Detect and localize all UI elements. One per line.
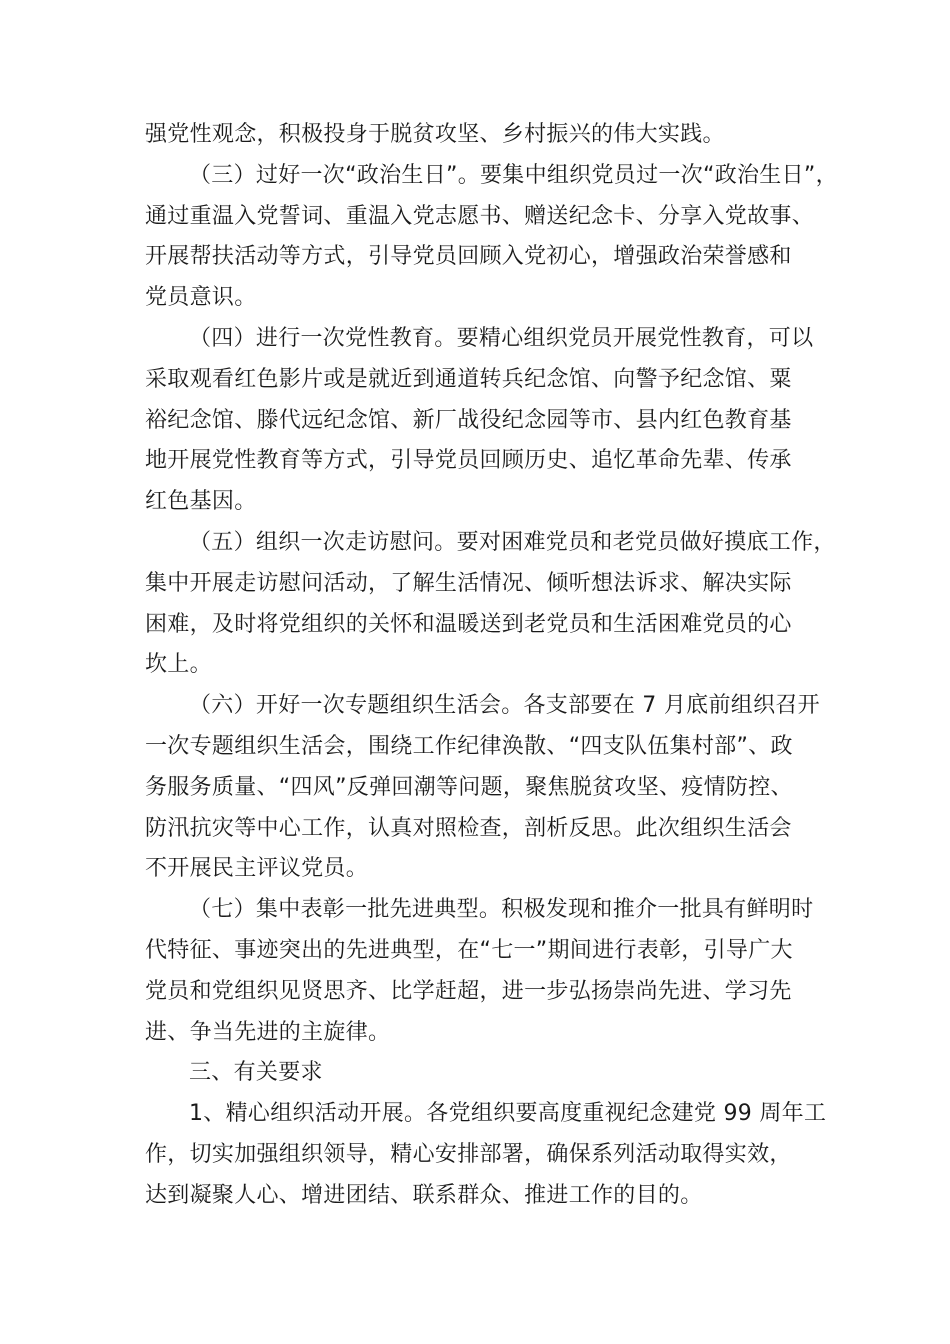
text-line: 集中开展走访慰问活动，了解生活情况、倾听想法诉求、解决实际: [145, 570, 792, 596]
text-line: 地开展党性教育等方式，引导党员回顾历史、追忆革命先辈、传承: [145, 448, 792, 474]
text-line: 党员意识。: [145, 285, 257, 311]
text-line: 一次专题组织生活会，围绕工作纪律涣散、“四支队伍集村部”、政: [145, 733, 793, 759]
text-line: 进、争当先进的主旋律。: [145, 1019, 391, 1045]
text-line: 1、精心组织活动开展。各党组织要高度重视纪念建党 99 周年工: [189, 1101, 827, 1127]
text-line: 党员和党组织见贤思齐、比学赶超，进一步弘扬崇尚先进、学习先: [145, 978, 792, 1004]
text-line: （六）开好一次专题组织生活会。各支部要在 7 月底前组织召开: [189, 693, 820, 719]
document-page: [145, 115, 838, 1217]
text-line: （四）进行一次党性教育。要精心组织党员开展党性教育，可以: [189, 325, 814, 351]
text-line: 务服务质量、“四风”反弹回潮等问题，聚焦脱贫攻坚、疫情防控、: [145, 774, 793, 800]
text-line: 代特征、事迹突出的先进典型，在“七一”期间进行表彰，引导广大: [145, 937, 793, 963]
text-line: 困难，及时将党组织的关怀和温暖送到老党员和生活困难党员的心: [145, 611, 792, 637]
text-line: 强党性观念，积极投身于脱贫攻坚、乡村振兴的伟大实践。: [145, 122, 725, 147]
text-line: 达到凝聚人心、增进团结、联系群众、推进工作的目的。: [145, 1182, 703, 1208]
text-line: （七）集中表彰一批先进典型。积极发现和推介一批具有鲜明时: [189, 897, 814, 923]
text-line: 不开展民主评议党员。: [145, 856, 369, 882]
text-line: 三、有关要求: [189, 1060, 323, 1086]
text-line: 作，切实加强组织领导，精心安排部署，确保系列活动取得实效，: [145, 1141, 792, 1167]
text-line: （三）过好一次“政治生日”。要集中组织党员过一次“政治生日”，: [189, 162, 838, 188]
text-line: 坎上。: [145, 652, 212, 678]
text-line: 通过重温入党誓词、重温入党志愿书、赠送纪念卡、分享入党故事、: [145, 203, 815, 229]
text-line: （五）组织一次走访慰问。要对困难党员和老党员做好摸底工作，: [189, 529, 836, 555]
text-line: 采取观看红色影片或是就近到通道转兵纪念馆、向警予纪念馆、粟: [145, 366, 792, 392]
text-line: 防汛抗灾等中心工作，认真对照检查，剖析反思。此次组织生活会: [145, 815, 792, 841]
text-line: 红色基因。: [145, 489, 257, 515]
text-line: 裕纪念馆、滕代远纪念馆、新厂战役纪念园等市、县内红色教育基: [145, 407, 792, 433]
text-line: 开展帮扶活动等方式，引导党员回顾入党初心，增强政治荣誉感和: [145, 244, 792, 270]
